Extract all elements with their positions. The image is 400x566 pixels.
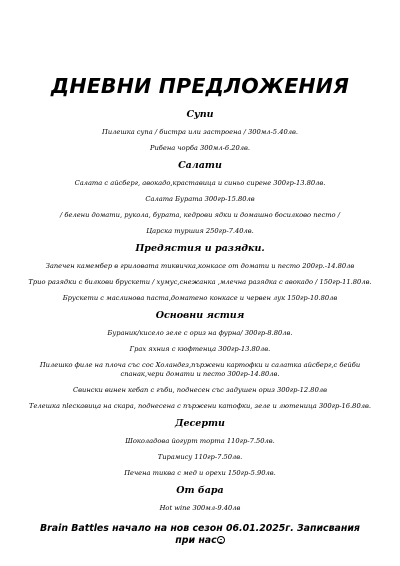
menu-item: Грах яхния с кюфтенца 300гр-13.80лв. <box>129 345 271 353</box>
section-mains <box>0 310 400 411</box>
menu-item: Брускети с маслинова паста,доматено конкасе и червен лук 150гр-10.80лв <box>62 294 338 302</box>
footer-announcement <box>36 523 364 547</box>
section-desserts <box>0 418 400 478</box>
menu-item: Телешка пleскавица на скара, поднесена с пържени катофки, зеле и лютеница 300гр-16.80лв. <box>29 402 371 410</box>
menu-item: Рибена чорба 300мл-6.20лв. <box>149 144 251 152</box>
menu-item-note: / белени домати, рукола, бурата, кедрови ядки и домашно босилково песто / <box>60 211 340 219</box>
page-title: ДНЕВНИ ПРЕДЛОЖЕНИЯ <box>50 74 350 98</box>
menu-item: Салата с айсберг, авокадо,краставица и синьо сирене 300гр-13.80лв. <box>74 179 326 187</box>
menu-item: Тирамису 110гр-7.50лв. <box>157 453 243 461</box>
section-heading-bar: От бара <box>176 485 224 496</box>
section-salads <box>0 160 400 236</box>
section-heading-desserts: Десерти <box>175 418 225 429</box>
menu-item: Бураник/кисело зеле с ориз на фурна/ 300гр-8.80лв. <box>107 329 293 337</box>
menu-item: Свински винен кебап с гъби, поднесен със задушен ориз 300гр-12.80лв <box>73 386 327 394</box>
section-bar <box>0 485 400 513</box>
menu-item: Hot wine 300мл-9.40лв <box>159 504 241 512</box>
footer-text: Brain Battles начало на нов сезон 06.01.2025г. Записвания при нас <box>40 523 360 546</box>
menu-item: Запечен камембер в гриловата тиквичка,конкасе от домати и песто 200гр.-14.80лв <box>45 262 355 270</box>
section-starters <box>0 243 400 303</box>
menu-item: Салата Бурата 300гр-15.80лв <box>145 195 255 203</box>
section-heading-mains: Основни ястия <box>155 310 245 321</box>
section-heading-salads: Салати <box>178 160 222 171</box>
menu-item: Пилешка супа / бистра или застроена / 300мл-5.40лв. <box>102 128 298 136</box>
section-heading-soups: Супи <box>186 109 214 120</box>
menu-item: Печена тиква с мед и орехи 150гр-5.90лв. <box>124 469 276 477</box>
section-heading-starters: Предястия и разядки. <box>135 243 265 254</box>
section-soups <box>0 109 400 153</box>
menu-item: Трио разядки с билкови брускети / хумус,снежанка ,млечна разядка с авокадо / 150гр-11.80лв. <box>28 278 372 286</box>
menu-item: Шоколадова йогурт торта 110гр-7.50лв. <box>125 437 275 445</box>
menu-item: Пилешко филе на плоча със сос Холандез,пържени картофки и салатка айсберг,с бейби спанак,чери домати и песто 300гр-14.80лв. <box>39 361 361 378</box>
menu-item: Царска туршия 250гр-7.40лв. <box>146 227 254 235</box>
smiley-icon <box>217 536 225 544</box>
